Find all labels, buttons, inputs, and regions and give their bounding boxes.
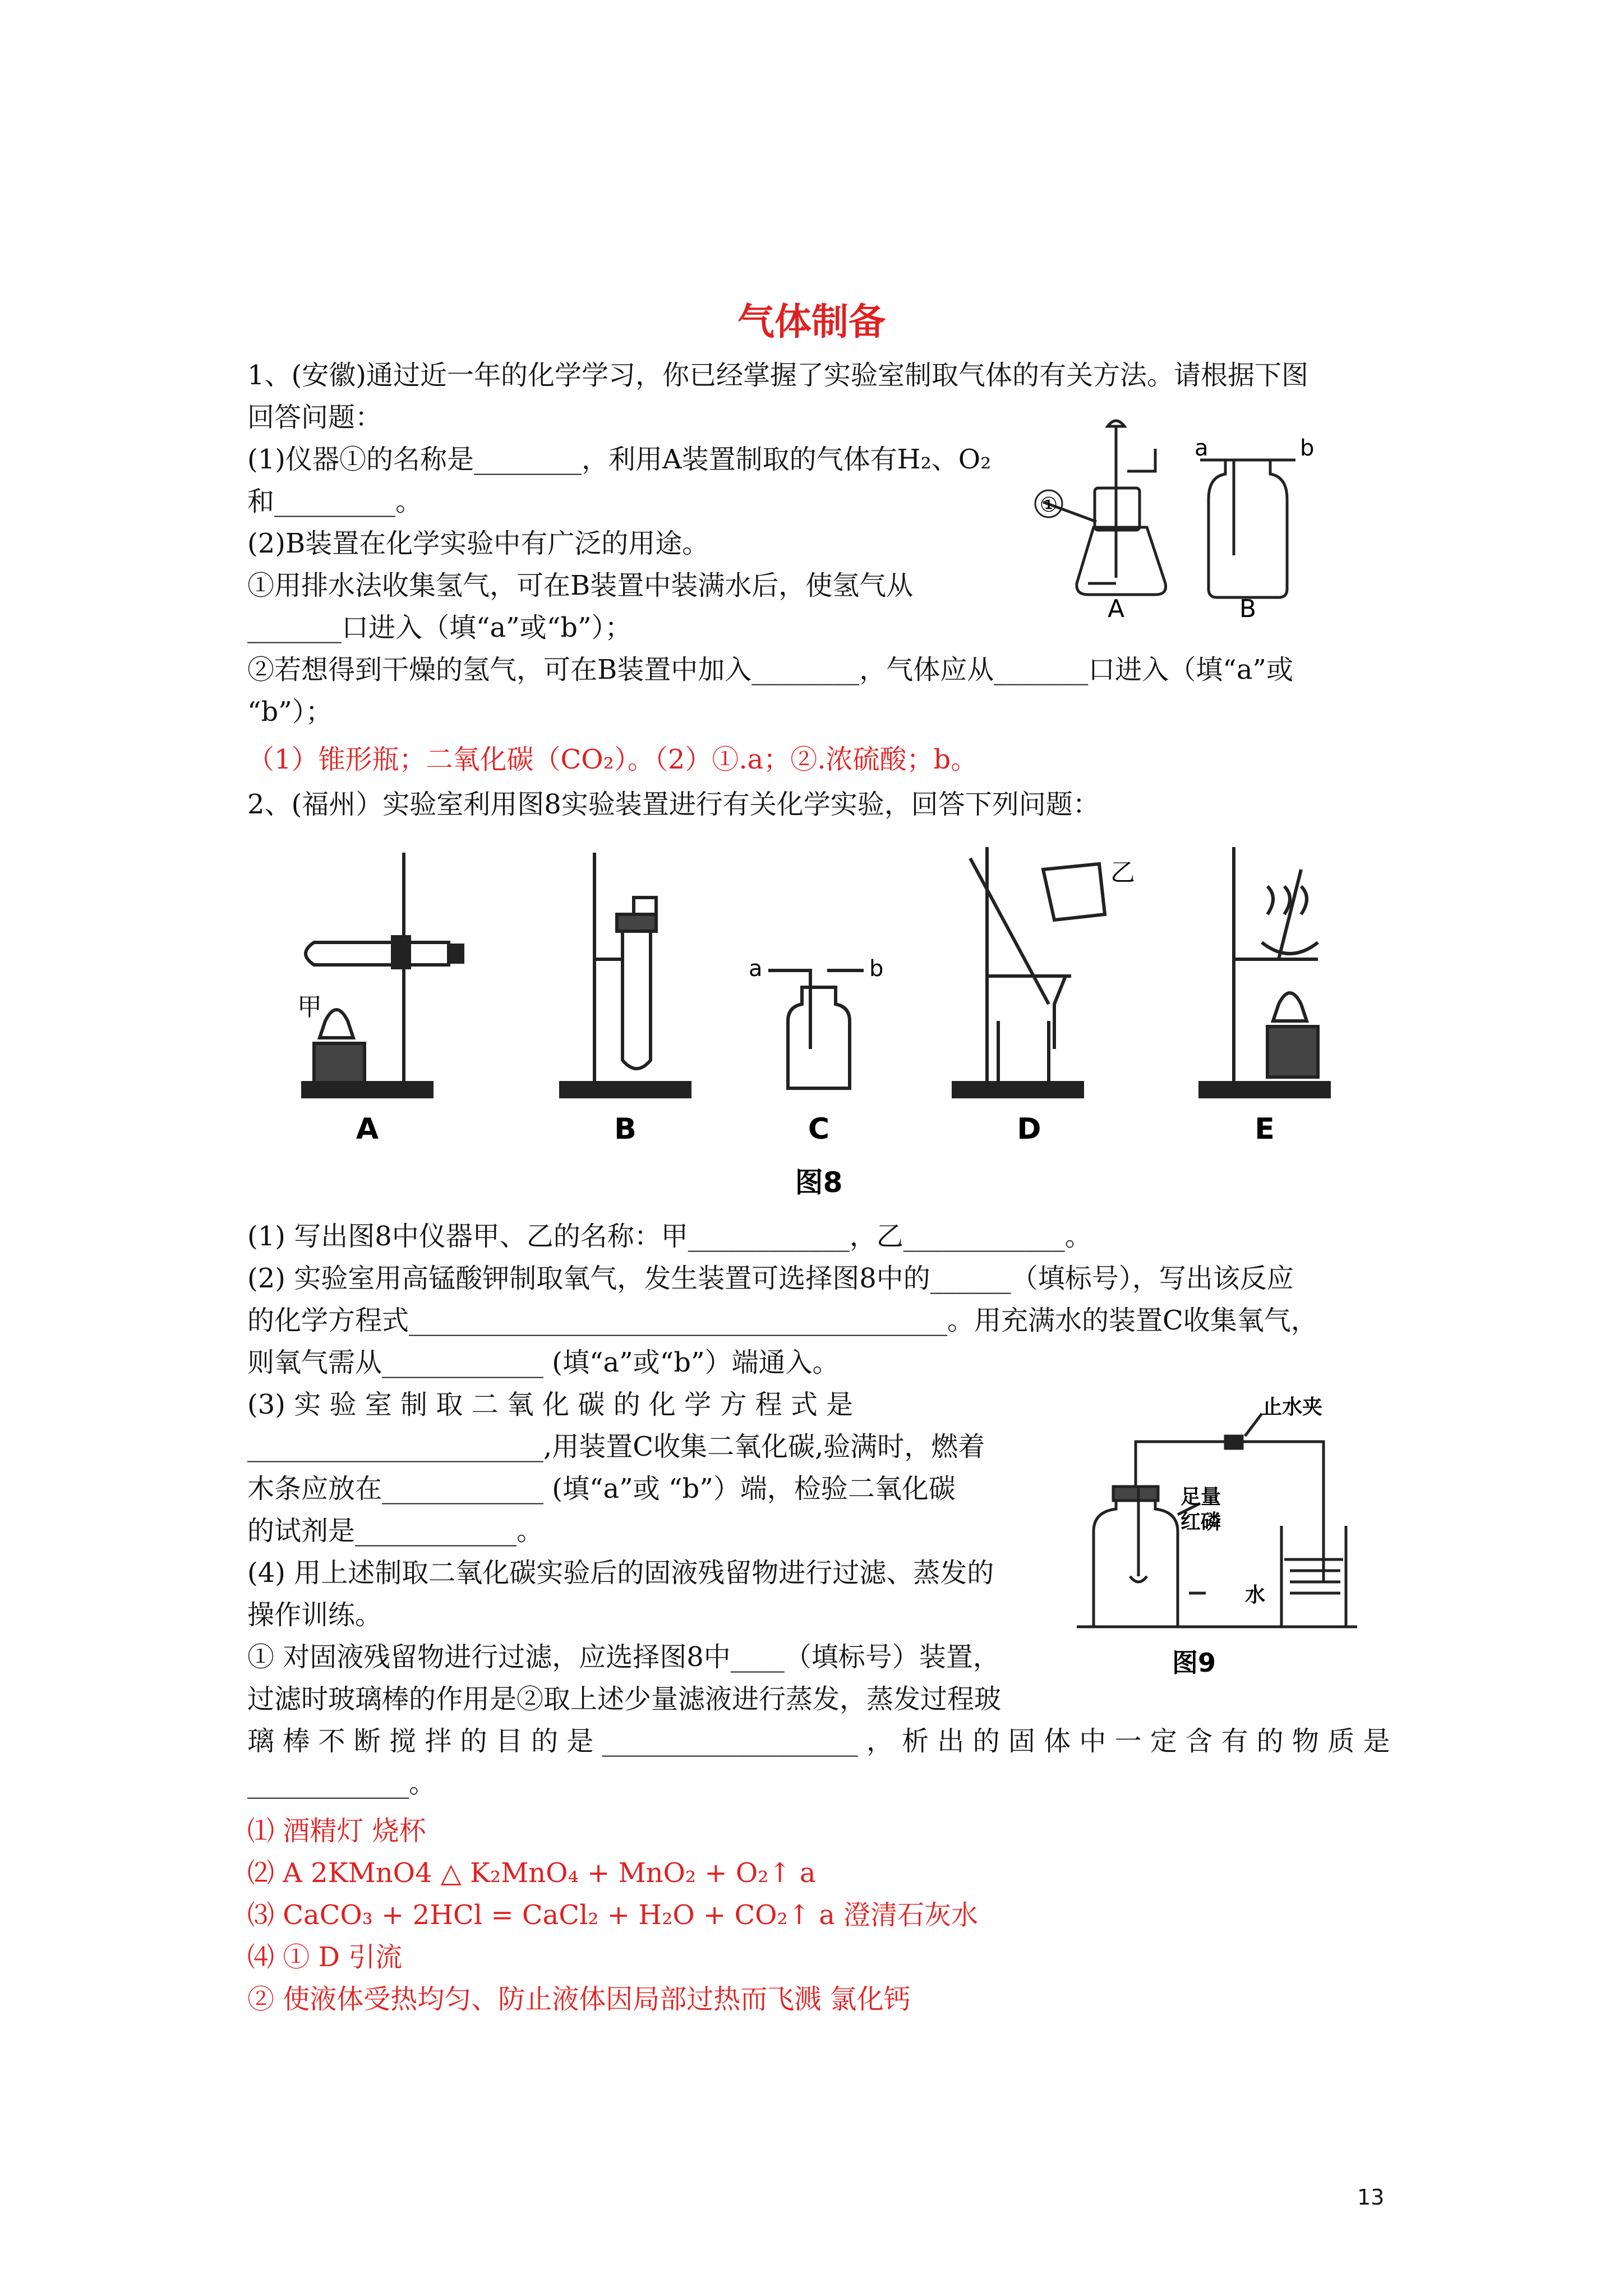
q1-line: ①用排水法收集氢气，可在B装置中装满水后，使氢气从 bbox=[247, 570, 914, 601]
q2-line: (4) 用上述制取二氧化碳实验后的固液残留物进行过滤、蒸发的 bbox=[247, 1557, 994, 1589]
q1-line: _______口进入（填“a”或“b”）； bbox=[247, 612, 632, 643]
fig-label-1: ① bbox=[1039, 494, 1058, 517]
q2-answer: ⑵ A 2KMnO4 △ K₂MnO₄ + MnO₂ + O₂↑ a bbox=[247, 1857, 816, 1889]
q2-line: ______________________,用装置C收集二氧化碳,验满时，燃着 bbox=[247, 1431, 985, 1462]
q2-line: (3) 实 验 室 制 取 二 氧 化 碳 的 化 学 方 程 式 是 bbox=[247, 1389, 854, 1420]
q2-line: 则氧气需从____________ (填“a”或“b”）端通入。 bbox=[247, 1347, 840, 1378]
caption-d: D bbox=[1017, 1112, 1041, 1146]
q2-line: 璃 棒 不 断 搅 拌 的 目 的 是 ___________________ ， 析 出 的 固 体 中 一 定 含 有 的 物 质 是 bbox=[247, 1726, 1390, 1757]
q2-line: 的试剂是____________。 bbox=[247, 1515, 544, 1547]
label-b: b bbox=[869, 956, 884, 982]
caption-b: B bbox=[614, 1112, 637, 1146]
q2-line: ① 对固液残留物进行过滤，应选择图8中____（填标号）装置， bbox=[247, 1641, 1000, 1673]
label-water: 水 bbox=[1245, 1584, 1266, 1607]
q1-answer: （1）锥形瓶；二氧化碳（CO₂）。（2）①.a；②.浓硫酸；b。 bbox=[247, 744, 978, 775]
q2-line: ____________。 bbox=[247, 1768, 436, 1799]
q1-line: (1)仪器①的名称是________，利用A装置制取的气体有H₂、O₂ bbox=[247, 444, 992, 475]
label-jia: 甲 bbox=[297, 993, 322, 1022]
q2-line: (2) 实验室用高锰酸钾制取氧气，发生装置可选择图8中的______（填标号），写出该反应 bbox=[247, 1263, 1294, 1294]
q2-line: 操作训练。 bbox=[247, 1599, 382, 1631]
q2-answer: ⑶ CaCO₃ + 2HCl = CaCl₂ + H₂O + CO₂↑ a 澄清石灰水 bbox=[247, 1899, 979, 1931]
figure-8 bbox=[264, 836, 1352, 1217]
figure-9-caption: 图9 bbox=[1172, 1648, 1216, 1678]
figure-9 bbox=[1077, 1391, 1357, 1694]
page-title: 气体制备 bbox=[737, 300, 886, 343]
fig-caption-a: A bbox=[1107, 595, 1125, 617]
q1-line: ②若想得到干燥的氢气，可在B装置中加入________，气体应从_______口进入（填“a”或 bbox=[247, 654, 1293, 685]
label-yi: 乙 bbox=[1110, 858, 1135, 887]
label-a: a bbox=[749, 956, 763, 982]
fig-label-a: a bbox=[1195, 435, 1209, 461]
q1-line: 和_________。 bbox=[247, 486, 423, 517]
figure-8-caption: 图8 bbox=[795, 1166, 843, 1199]
caption-e: E bbox=[1255, 1112, 1275, 1146]
page-number: 13 bbox=[1357, 2185, 1385, 2210]
q2-line: (1) 写出图8中仪器甲、乙的名称：甲____________，乙____________。 bbox=[247, 1221, 1092, 1252]
q2-answer: ② 使液体受热均匀、防止液体因局部过热而飞溅 氯化钙 bbox=[247, 1984, 911, 2015]
caption-c: C bbox=[808, 1112, 830, 1146]
caption-a: A bbox=[356, 1112, 379, 1146]
q1-line: “b”）； bbox=[247, 696, 333, 728]
q2-answer: ⑷ ① D 引流 bbox=[247, 1941, 403, 1973]
q1-line: (2)B装置在化学实验中有广泛的用途。 bbox=[247, 528, 709, 559]
label-clip: 止水夹 bbox=[1262, 1396, 1323, 1419]
fig-label-b: b bbox=[1300, 435, 1315, 461]
q2-line: 木条应放在____________ (填“a”或 “b”）端，检验二氧化碳 bbox=[247, 1473, 956, 1504]
fig-caption-b: B bbox=[1239, 595, 1257, 617]
q1-line: 回答问题： bbox=[247, 402, 382, 433]
label-phosphorus-1: 足量 bbox=[1181, 1485, 1221, 1508]
q1-line: 1、(安徽)通过近一年的化学学习，你已经掌握了实验室制取气体的有关方法。请根据下图 bbox=[247, 360, 1308, 391]
q2-line: 2、(福州）实验室利用图8实验装置进行有关化学实验，回答下列问题： bbox=[247, 789, 1100, 820]
q2-line: 的化学方程式________________________________________。用充满水的装置C收集氧气， bbox=[247, 1305, 1318, 1336]
label-phosphorus-2: 红磷 bbox=[1181, 1511, 1221, 1534]
q2-answer: ⑴ 酒精灯 烧杯 bbox=[247, 1815, 426, 1847]
q2-line: 过滤时玻璃棒的作用是②取上述少量滤液进行蒸发，蒸发过程玻 bbox=[247, 1683, 1002, 1715]
q1-apparatus-figure bbox=[1032, 415, 1346, 617]
